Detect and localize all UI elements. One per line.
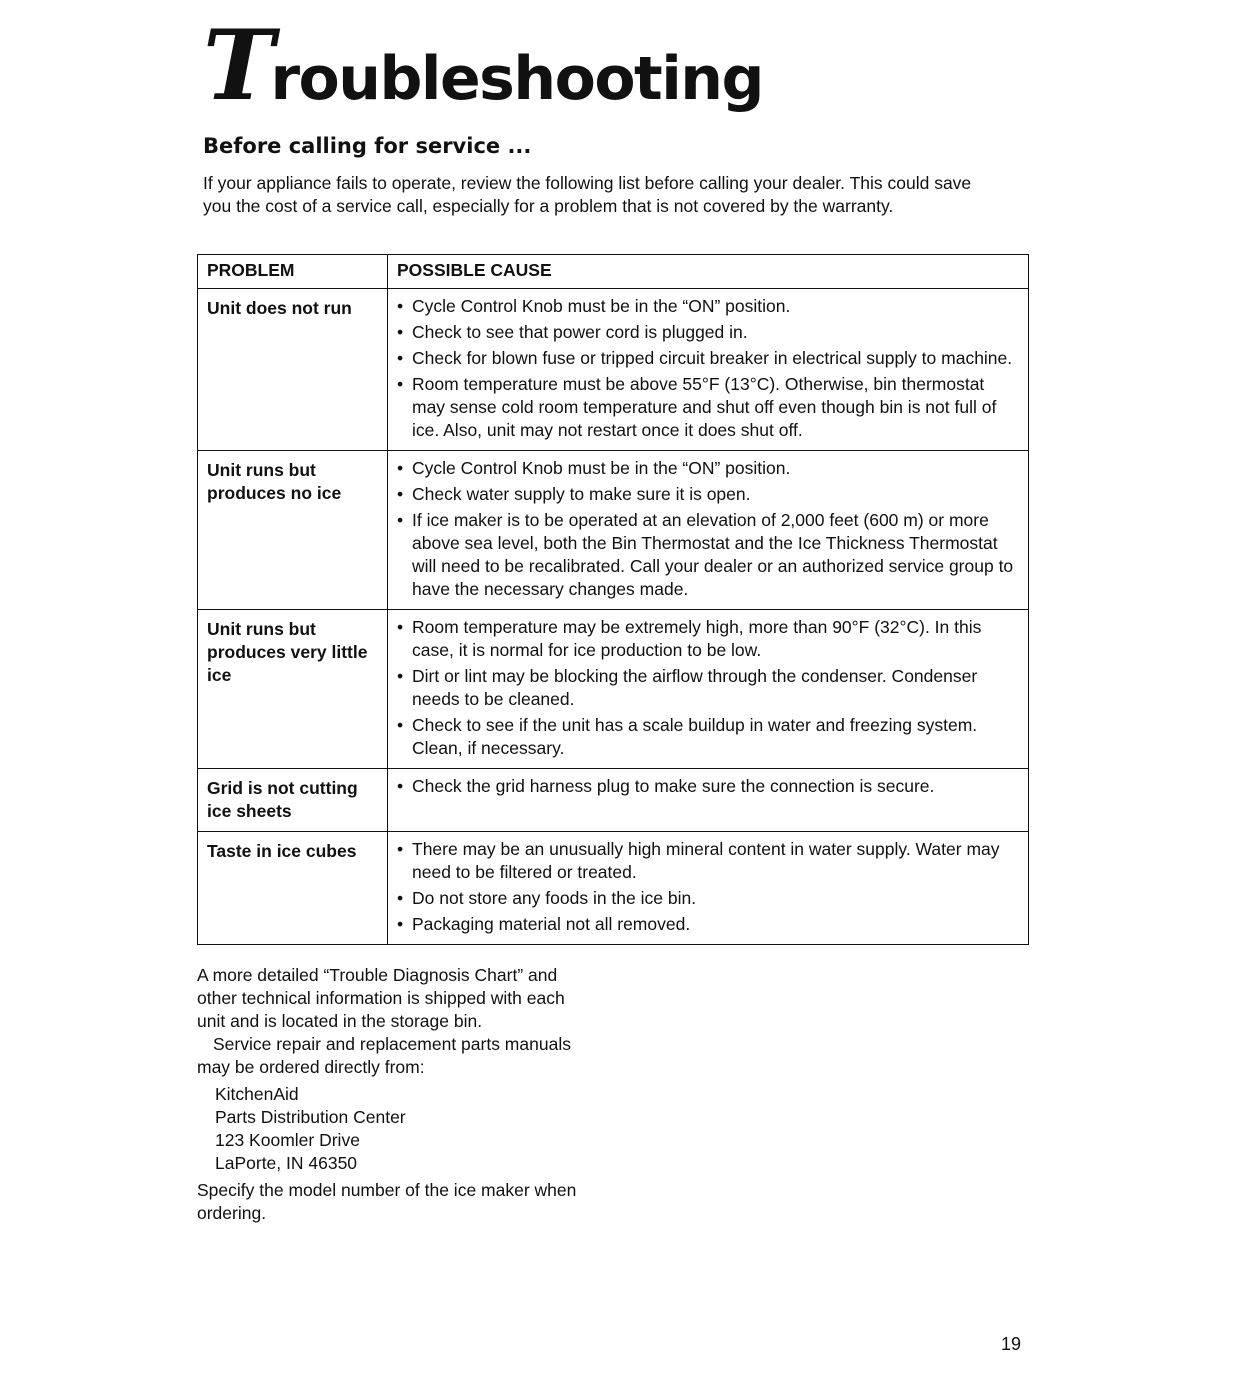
address-line: KitchenAid <box>215 1084 299 1104</box>
cause-item: • Packaging material not all removed. <box>397 913 1020 936</box>
cause-item: • Dirt or lint may be blocking the airflow through the condenser. Condenser needs to be cleaned. <box>397 665 1020 711</box>
cause-list <box>397 838 1020 936</box>
troubleshooting-table <box>197 254 1029 945</box>
cause-cell <box>388 769 1029 832</box>
cause-item: • Room temperature must be above 55°F (13°C). Otherwise, bin thermostat may sense cold room temperature and shut off even though bin is not full of ice. Also, unit may not restart once it does shut off. <box>397 373 1020 442</box>
title-rest: roubleshooting <box>270 44 763 114</box>
cause-cell <box>388 610 1029 769</box>
table-row <box>198 832 1029 945</box>
section-heading: Before calling for service ... <box>203 134 532 158</box>
table-row <box>198 289 1029 451</box>
cause-item: • Check water supply to make sure it is open. <box>397 483 1020 506</box>
title-initial: T <box>203 9 271 122</box>
cause-item: • Check to see if the unit has a scale buildup in water and freezing system. Clean, if necessary. <box>397 714 1020 760</box>
page-title <box>203 9 763 122</box>
address-line: Parts Distribution Center <box>215 1107 406 1127</box>
parts-address <box>215 1083 597 1175</box>
address-line: 123 Koomler Drive <box>215 1130 360 1150</box>
header-problem: PROBLEM <box>198 255 388 289</box>
specify-note: Specify the model number of the ice maker when ordering. <box>197 1180 577 1223</box>
cause-list <box>397 616 1020 760</box>
cause-cell <box>388 289 1029 451</box>
cause-item: • Room temperature may be extremely high, more than 90°F (32°C). In this case, it is normal for ice production to be low. <box>397 616 1020 662</box>
cause-item: • If ice maker is to be operated at an elevation of 2,000 feet (600 m) or more above sea level, both the Bin Thermostat and the Ice Thickness Thermostat will need to be recalibrated. Call your dealer or an authorized service group to have the necessary changes made. <box>397 509 1020 601</box>
problem-cell: Unit does not run <box>198 289 388 451</box>
table-row <box>198 610 1029 769</box>
header-possible-cause: POSSIBLE CAUSE <box>388 255 1029 289</box>
table-row <box>198 769 1029 832</box>
cause-item: • Cycle Control Knob must be in the “ON” position. <box>397 295 1020 318</box>
cause-item: • Check the grid harness plug to make sure the connection is secure. <box>397 775 1020 798</box>
cause-item: • Cycle Control Knob must be in the “ON” position. <box>397 457 1020 480</box>
problem-cell: Unit runs but produces no ice <box>198 451 388 610</box>
manuals-note: Service repair and replacement parts manuals may be ordered directly from: <box>197 1034 571 1077</box>
address-line: LaPorte, IN 46350 <box>215 1153 358 1173</box>
cause-list <box>397 775 1020 798</box>
problem-cell: Unit runs but produces very little ice <box>198 610 388 769</box>
problem-cell: Grid is not cutting ice sheets <box>198 769 388 832</box>
notes-section <box>197 964 597 1225</box>
table-row <box>198 451 1029 610</box>
page-number: 19 <box>1001 1334 1022 1354</box>
intro-paragraph: If your appliance fails to operate, review the following list before calling your dealer. This could save you the cost of a service call, especially for a problem that is not covered by the warranty. <box>203 173 972 216</box>
cause-list <box>397 295 1020 442</box>
problem-cell: Taste in ice cubes <box>198 832 388 945</box>
cause-item: • Check for blown fuse or tripped circuit breaker in electrical supply to machine. <box>397 347 1020 370</box>
cause-cell <box>388 451 1029 610</box>
cause-list <box>397 457 1020 601</box>
cause-item: • Check to see that power cord is plugged in. <box>397 321 1020 344</box>
cause-item: • Do not store any foods in the ice bin. <box>397 887 1020 910</box>
detailed-chart-note: A more detailed “Trouble Diagnosis Chart” and other technical information is shipped with each unit and is located in the storage bin. <box>197 965 565 1031</box>
cause-item: • There may be an unusually high mineral content in water supply. Water may need to be filtered or treated. <box>397 838 1020 884</box>
cause-cell <box>388 832 1029 945</box>
table-header-row <box>198 255 1029 289</box>
